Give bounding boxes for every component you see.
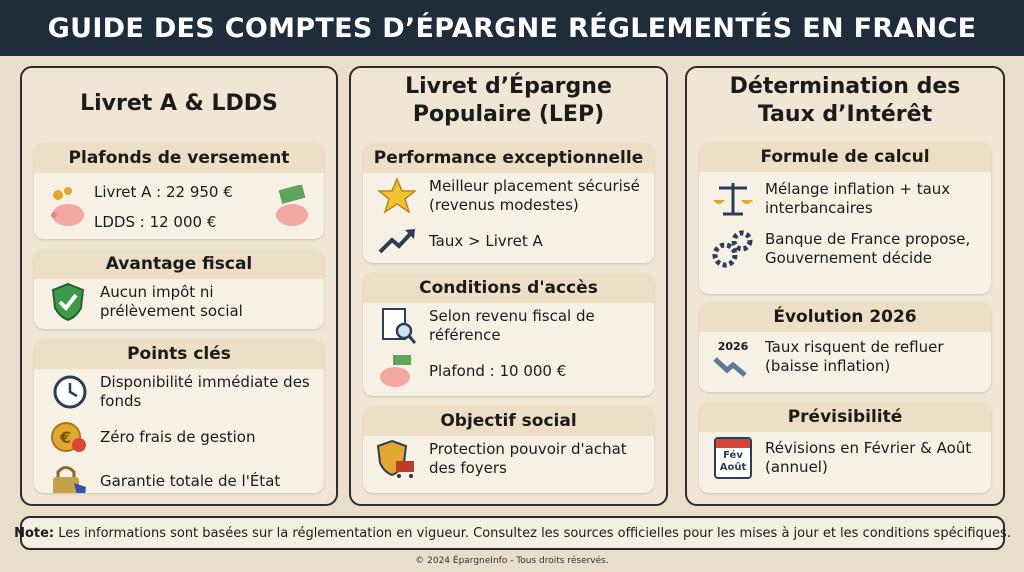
item-text: Mélange inflation + taux interbancaires bbox=[765, 180, 951, 217]
piggy-bank-cash-icon bbox=[270, 189, 314, 225]
column-title: Détermination des Taux d’Intérêt bbox=[729, 74, 961, 127]
panel-avantage-fiscal bbox=[34, 249, 324, 329]
panel-header: Prévisibilité bbox=[699, 402, 991, 432]
calendar-label: Fév Août bbox=[719, 450, 747, 473]
item-text: Garantie totale de l'État bbox=[100, 471, 281, 490]
panel-header: Évolution 2026 bbox=[699, 302, 991, 332]
item-text: Disponibilité immédiate des fonds bbox=[100, 373, 310, 410]
panel-header: Conditions d'accès bbox=[363, 273, 654, 303]
lock-france-icon bbox=[46, 463, 90, 493]
panel-header: Performance exceptionnelle bbox=[363, 143, 654, 173]
panel-header: Points clés bbox=[34, 339, 324, 369]
panel-plafonds bbox=[34, 143, 324, 239]
column-livret-a bbox=[20, 66, 338, 506]
piggy-bank-icon bbox=[375, 353, 419, 389]
document-search-icon bbox=[375, 308, 419, 344]
column-taux bbox=[685, 66, 1005, 506]
copyright: © 2024 ÉpargneInfo - Tous droits réservés. bbox=[415, 556, 609, 566]
trend-up-icon bbox=[375, 223, 419, 259]
item-text: Taux risquent de refluer (baisse inflation) bbox=[765, 338, 944, 375]
panel-previsibilite bbox=[699, 402, 991, 493]
page-title: GUIDE DES COMPTES D’ÉPARGNE RÉGLEMENTÉS EN FRANCE bbox=[0, 0, 1024, 56]
panel-header: Plafonds de versement bbox=[34, 143, 324, 173]
panel-header: Formule de calcul bbox=[699, 142, 991, 172]
item-text: Aucun impôt ni prélèvement social bbox=[100, 283, 243, 320]
euro-no-fees-icon bbox=[46, 419, 90, 455]
livret-a-ceiling: Livret A : 22 950 € bbox=[94, 183, 233, 201]
piggy-bank-coins-icon bbox=[44, 189, 88, 225]
item-text: Révisions en Février & Août (annuel) bbox=[765, 439, 972, 476]
ldds-ceiling: LDDS : 12 000 € bbox=[94, 213, 217, 231]
panel-header: Objectif social bbox=[363, 406, 654, 436]
trend-down-icon bbox=[711, 336, 755, 378]
balance-scale-icon bbox=[711, 181, 755, 217]
gears-icon bbox=[711, 231, 755, 267]
panel-points-cles bbox=[34, 339, 324, 493]
calendar-icon bbox=[711, 436, 755, 480]
disclaimer-note bbox=[14, 516, 1011, 550]
item-text: Protection pouvoir d'achat des foyers bbox=[429, 440, 627, 477]
panel-formule bbox=[699, 142, 991, 294]
panel-evolution bbox=[699, 302, 991, 392]
item-text: Zéro frais de gestion bbox=[100, 427, 256, 446]
panel-header: Avantage fiscal bbox=[34, 249, 324, 279]
shield-cart-icon bbox=[375, 441, 419, 477]
year-label: 2026 bbox=[717, 339, 749, 353]
column-title: Livret A & LDDS bbox=[80, 91, 278, 116]
star-icon bbox=[375, 178, 419, 214]
column-lep bbox=[349, 66, 668, 506]
clock-icon bbox=[46, 374, 90, 410]
item-text: Meilleur placement sécurisé (revenus modestes) bbox=[429, 177, 640, 214]
shield-check-icon bbox=[46, 284, 90, 320]
item-text: Taux > Livret A bbox=[429, 231, 543, 250]
panel-performance bbox=[363, 143, 654, 263]
item-text: Banque de France propose, Gouvernement décide bbox=[765, 230, 971, 267]
panel-objectif-social bbox=[363, 406, 654, 493]
panel-conditions bbox=[363, 273, 654, 396]
item-text: Plafond : 10 000 € bbox=[429, 361, 567, 380]
note-label: Note: bbox=[14, 525, 55, 541]
column-title: Livret d’Épargne Populaire (LEP) bbox=[405, 74, 612, 127]
svg-text:€: € bbox=[60, 428, 72, 447]
note-text: Les informations sont basées sur la réglementation en vigueur. Consultez les sources officielles pour les mises à jour et les conditions spécifiques. bbox=[54, 525, 1011, 541]
item-text: Selon revenu fiscal de référence bbox=[429, 307, 595, 344]
